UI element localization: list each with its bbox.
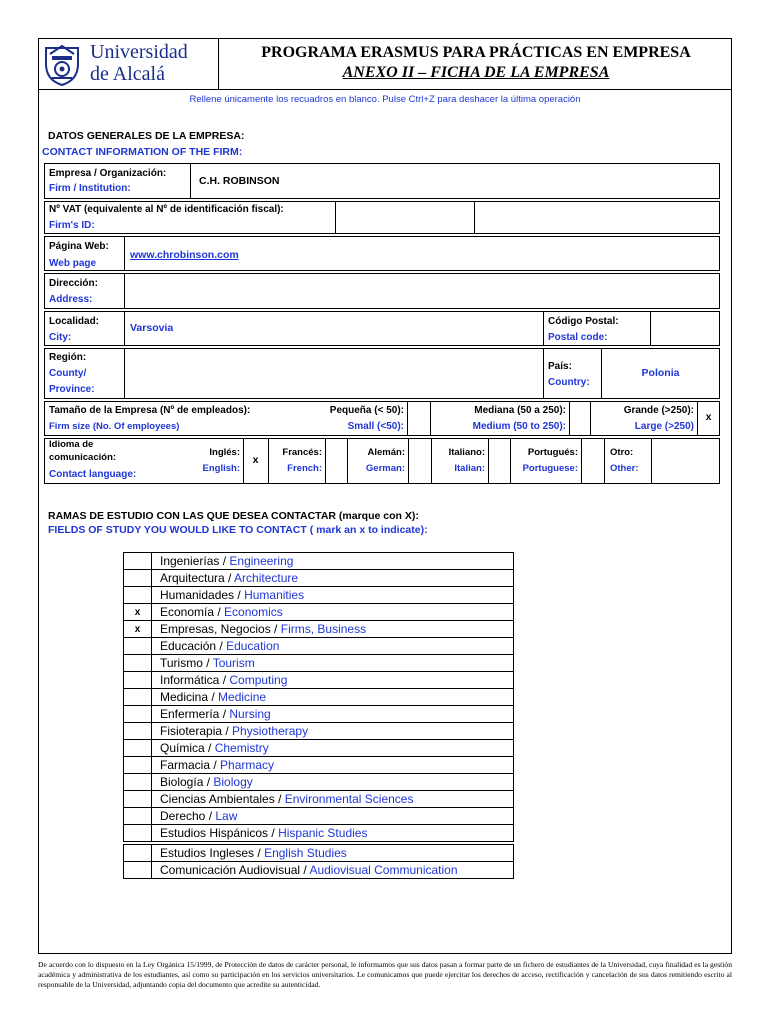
university-logo bbox=[38, 38, 219, 90]
field-name-es: Biología bbox=[160, 775, 204, 789]
field-separator: / bbox=[205, 809, 216, 823]
field-row bbox=[124, 553, 514, 570]
address-row bbox=[44, 273, 720, 309]
address-label-en: Address: bbox=[49, 294, 93, 305]
field-name bbox=[152, 672, 514, 689]
field-name bbox=[152, 621, 514, 638]
field-name-en: Biology bbox=[213, 775, 253, 789]
field-separator: / bbox=[234, 588, 245, 602]
field-separator: / bbox=[219, 673, 230, 687]
lang-english-es: Inglés: bbox=[209, 447, 240, 458]
field-row bbox=[124, 706, 514, 723]
field-name-en: Firms, Business bbox=[280, 622, 367, 636]
company-label-es: Empresa / Organización: bbox=[49, 168, 167, 179]
field-name-en: Environmental Sciences bbox=[284, 792, 414, 806]
field-name-en: Pharmacy bbox=[220, 758, 275, 772]
field-row bbox=[124, 570, 514, 587]
web-label-en: Web page bbox=[49, 258, 97, 269]
field-name-es: Humanidades bbox=[160, 588, 235, 602]
language-label-en: Contact language: bbox=[49, 469, 137, 480]
field-row bbox=[124, 825, 514, 842]
address-label-es: Dirección: bbox=[49, 278, 98, 289]
field-name-es: Informática bbox=[160, 673, 220, 687]
field-name bbox=[152, 723, 514, 740]
field-row bbox=[124, 862, 514, 879]
field-name bbox=[152, 689, 514, 706]
language-label-es2: comunicación: bbox=[49, 452, 117, 463]
field-row bbox=[124, 689, 514, 706]
web-field[interactable]: www.chrobinson.com bbox=[130, 249, 239, 261]
country-label-en: Country: bbox=[548, 377, 590, 388]
field-name-en: Physiotherapy bbox=[232, 724, 309, 738]
field-row bbox=[124, 723, 514, 740]
field-checkbox[interactable] bbox=[124, 825, 152, 842]
field-checkbox[interactable]: x bbox=[124, 621, 152, 638]
field-row bbox=[124, 672, 514, 689]
logo-line2: de Alcalá bbox=[90, 63, 165, 85]
university-crest-icon bbox=[44, 42, 80, 86]
field-name-en: Education bbox=[226, 639, 280, 653]
field-name bbox=[152, 757, 514, 774]
lang-german-es: Alemán: bbox=[367, 447, 405, 458]
field-name-es: Ciencias Ambientales bbox=[160, 792, 275, 806]
size-small-es: Pequeña (< 50): bbox=[329, 405, 404, 416]
field-name-es: Enfermería bbox=[160, 707, 220, 721]
field-separator: / bbox=[208, 690, 219, 704]
field-separator: / bbox=[219, 707, 230, 721]
field-name-es: Estudios Ingleses bbox=[160, 846, 255, 860]
region-label-en2: Province: bbox=[49, 384, 95, 395]
size-label-es: Tamaño de la Empresa (Nº de empleados): bbox=[49, 405, 251, 416]
field-separator: / bbox=[222, 724, 233, 738]
field-checkbox[interactable] bbox=[124, 845, 152, 862]
field-checkbox[interactable] bbox=[124, 774, 152, 791]
field-name bbox=[152, 740, 514, 757]
country-label-es: País: bbox=[548, 361, 572, 372]
city-field[interactable]: Varsovia bbox=[130, 322, 174, 334]
region-label-en1: County/ bbox=[49, 368, 87, 379]
field-name-es: Fisioterapia bbox=[160, 724, 223, 738]
field-separator: / bbox=[203, 775, 214, 789]
general-title-es: DATOS GENERALES DE LA EMPRESA: bbox=[48, 130, 245, 142]
field-separator: / bbox=[254, 846, 265, 860]
field-name-es: Farmacia bbox=[160, 758, 211, 772]
field-checkbox[interactable] bbox=[124, 723, 152, 740]
logo-line1: Universidad bbox=[90, 41, 188, 63]
field-name bbox=[152, 553, 514, 570]
lang-french-es: Francés: bbox=[282, 447, 322, 458]
field-separator: / bbox=[224, 571, 235, 585]
field-name bbox=[152, 638, 514, 655]
field-row bbox=[124, 791, 514, 808]
field-separator: / bbox=[270, 622, 281, 636]
field-name-en: Audiovisual Communication bbox=[309, 863, 458, 877]
lang-portuguese-en: Portuguese: bbox=[522, 463, 578, 474]
field-checkbox[interactable] bbox=[124, 791, 152, 808]
field-name-es: Derecho bbox=[160, 809, 206, 823]
field-name-en: Chemistry bbox=[214, 741, 269, 755]
field-checkbox[interactable] bbox=[124, 808, 152, 825]
field-checkbox[interactable] bbox=[124, 706, 152, 723]
header bbox=[38, 38, 732, 90]
field-checkbox[interactable] bbox=[124, 587, 152, 604]
field-separator: / bbox=[274, 792, 285, 806]
field-name-en: Economics bbox=[224, 605, 283, 619]
field-checkbox[interactable] bbox=[124, 740, 152, 757]
field-name-es: Arquitectura bbox=[160, 571, 225, 585]
field-name-es: Medicina bbox=[160, 690, 209, 704]
postal-label-en: Postal code: bbox=[548, 332, 608, 343]
field-row bbox=[124, 774, 514, 791]
lang-italian-en: Italian: bbox=[454, 463, 485, 474]
field-checkbox[interactable] bbox=[124, 689, 152, 706]
field-checkbox[interactable] bbox=[124, 553, 152, 570]
field-separator: / bbox=[202, 656, 213, 670]
field-name-en: Computing bbox=[229, 673, 288, 687]
web-label-es: Página Web: bbox=[49, 241, 109, 252]
instructions: Rellene únicamente los recuadros en blanco. Pulse Ctrl+Z para deshacer la última operación bbox=[189, 94, 581, 105]
field-name-es: Estudios Hispánicos bbox=[160, 826, 269, 840]
field-row bbox=[124, 845, 514, 862]
field-name bbox=[152, 774, 514, 791]
field-name bbox=[152, 587, 514, 604]
page-title: PROGRAMA ERASMUS PARA PRÁCTICAS EN EMPRESA bbox=[261, 44, 691, 61]
field-separator: / bbox=[214, 605, 225, 619]
field-name bbox=[152, 604, 514, 621]
field-separator: / bbox=[216, 639, 227, 653]
field-name-en: Hispanic Studies bbox=[278, 826, 368, 840]
field-row bbox=[124, 740, 514, 757]
field-checkbox[interactable] bbox=[124, 570, 152, 587]
field-name bbox=[152, 825, 514, 842]
field-name-es: Comunicación Audiovisual bbox=[160, 863, 301, 877]
size-small-en: Small (<50): bbox=[347, 421, 404, 432]
fields-title-es: RAMAS DE ESTUDIO CON LAS QUE DESEA CONTACTAR (marque con X): bbox=[48, 510, 419, 522]
field-name bbox=[152, 655, 514, 672]
field-row bbox=[124, 604, 514, 621]
vat-label-en: Firm's ID: bbox=[49, 220, 95, 231]
field-separator: / bbox=[300, 863, 310, 877]
privacy-footer: De acuerdo con lo dispuesto en la Ley Orgánica 15/1999, de Protección de datos de carácter personal, le informamos que sus datos pasan a formar parte de un fichero de estudiantes de la Universidad, cuya finalidad es la gestión académica y administrativa de los estudiantes, así como su participación en los servicios universitarios. Le comunicamos que puede ejercitar los derechos de acceso, rectificación y cancelación de sus datos remitiendo escrito al responsable de la Universidad, adjuntando copia del documento que acredite su autenticidad. bbox=[38, 960, 732, 989]
page-subtitle: ANEXO II – FICHA DE LA EMPRESA bbox=[342, 64, 610, 81]
field-checkbox[interactable] bbox=[124, 757, 152, 774]
field-name-en: Architecture bbox=[234, 571, 299, 585]
field-separator: / bbox=[204, 741, 215, 755]
lang-other-es: Otro: bbox=[610, 447, 634, 458]
lang-portuguese-es: Portugués: bbox=[527, 447, 578, 458]
size-medium-en: Medium (50 to 250): bbox=[472, 421, 566, 432]
field-row bbox=[124, 808, 514, 825]
fields-table bbox=[123, 552, 514, 842]
lang-french-en: French: bbox=[287, 463, 322, 474]
lang-english-checkbox[interactable]: x bbox=[252, 454, 259, 466]
size-label-en: Firm size (No. Of employees) bbox=[49, 421, 180, 432]
field-name-es: Turismo bbox=[160, 656, 203, 670]
postal-label-es: Código Postal: bbox=[548, 316, 619, 327]
field-row bbox=[124, 638, 514, 655]
field-separator: / bbox=[219, 554, 230, 568]
field-row bbox=[124, 757, 514, 774]
size-large-en: Large (>250) bbox=[634, 421, 694, 432]
field-name-en: English Studies bbox=[264, 846, 347, 860]
field-row bbox=[124, 655, 514, 672]
field-name bbox=[152, 862, 514, 879]
field-name-en: Nursing bbox=[229, 707, 271, 721]
field-row bbox=[124, 587, 514, 604]
field-name-en: Medicine bbox=[218, 690, 267, 704]
field-separator: / bbox=[210, 758, 221, 772]
field-name bbox=[152, 706, 514, 723]
field-name bbox=[152, 808, 514, 825]
field-name-es: Educación bbox=[160, 639, 217, 653]
field-checkbox[interactable]: x bbox=[124, 604, 152, 621]
size-large-es: Grande (>250): bbox=[623, 405, 694, 416]
field-row bbox=[124, 621, 514, 638]
field-name-es: Ingenierías bbox=[160, 554, 220, 568]
lang-german-en: German: bbox=[365, 463, 405, 474]
city-label-es: Localidad: bbox=[49, 316, 100, 327]
fields-table-2 bbox=[123, 844, 514, 879]
city-label-en: City: bbox=[49, 332, 72, 343]
size-large-checkbox[interactable]: x bbox=[705, 411, 712, 423]
field-separator: / bbox=[268, 826, 279, 840]
field-name-en: Tourism bbox=[212, 656, 255, 670]
vat-label-es: Nº VAT (equivalente al Nº de identificación fiscal): bbox=[49, 204, 284, 215]
language-label-es1: Idioma de bbox=[49, 439, 94, 450]
field-name bbox=[152, 791, 514, 808]
field-checkbox[interactable] bbox=[124, 672, 152, 689]
field-checkbox[interactable] bbox=[124, 638, 152, 655]
field-name-en: Engineering bbox=[229, 554, 294, 568]
field-name-en: Law bbox=[215, 809, 238, 823]
field-checkbox[interactable] bbox=[124, 655, 152, 672]
lang-italian-es: Italiano: bbox=[448, 447, 485, 458]
region-label-es: Región: bbox=[49, 352, 87, 363]
fields-title-en: FIELDS OF STUDY YOU WOULD LIKE TO CONTACT ( mark an x to indicate): bbox=[48, 524, 428, 536]
lang-other-en: Other: bbox=[610, 463, 639, 474]
general-title-en: CONTACT INFORMATION OF THE FIRM: bbox=[42, 146, 243, 158]
field-name-es: Empresas, Negocios bbox=[160, 622, 271, 636]
company-field[interactable]: C.H. ROBINSON bbox=[199, 175, 280, 187]
company-label-en: Firm / Institution: bbox=[49, 183, 131, 194]
field-name bbox=[152, 845, 514, 862]
country-field[interactable]: Polonia bbox=[641, 367, 680, 379]
size-medium-es: Mediana (50 a 250): bbox=[474, 405, 566, 416]
field-checkbox[interactable] bbox=[124, 862, 152, 879]
field-name-es: Química bbox=[160, 741, 205, 755]
field-name bbox=[152, 570, 514, 587]
field-name-en: Humanities bbox=[244, 588, 305, 602]
field-name-es: Economía bbox=[160, 605, 215, 619]
lang-english-en: English: bbox=[202, 463, 240, 474]
